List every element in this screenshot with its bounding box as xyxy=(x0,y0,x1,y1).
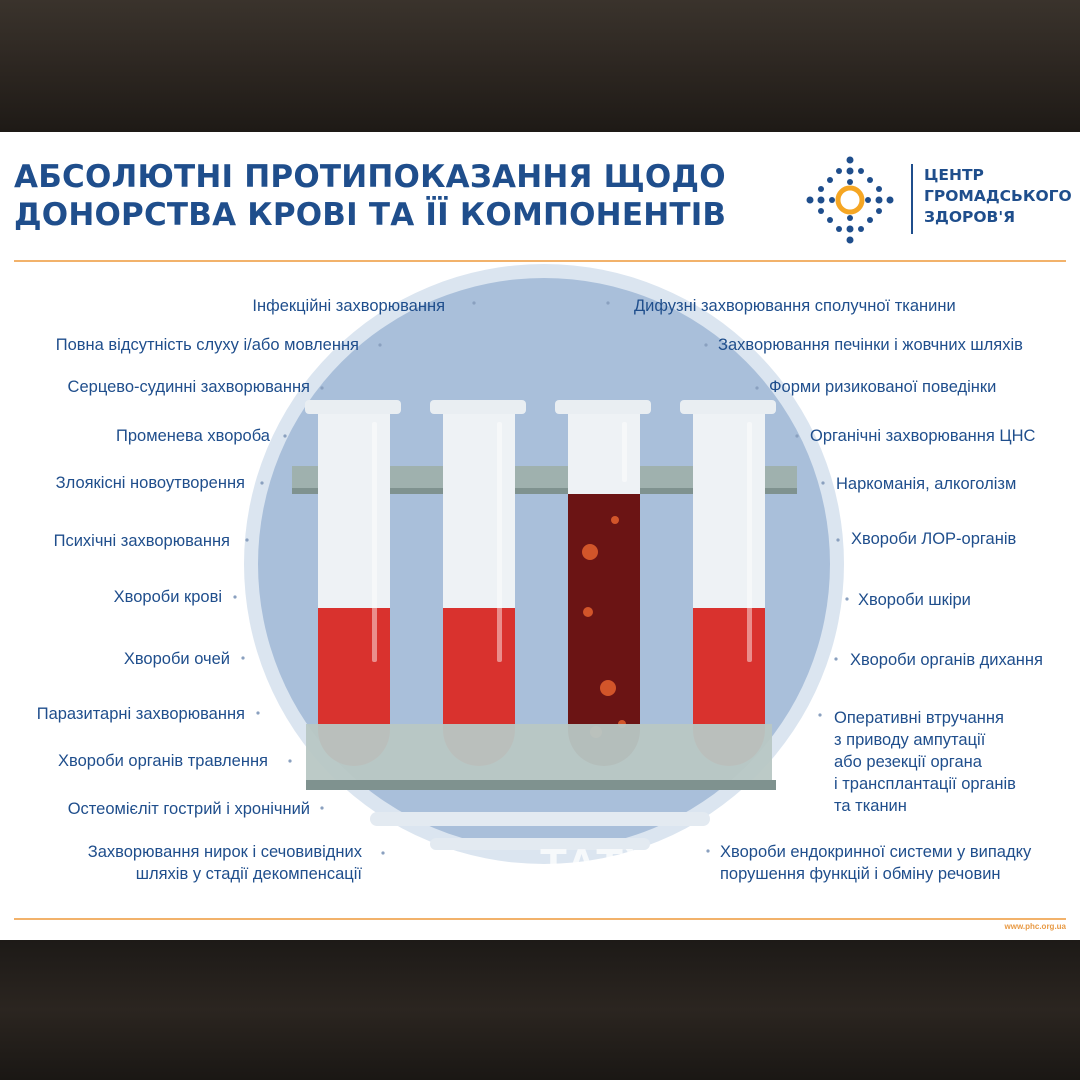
watermark-text: TATY xyxy=(540,840,657,889)
right-item-5: Наркоманія, алкоголізм xyxy=(836,475,1017,493)
right-item-7: Хвороби шкіри xyxy=(858,591,971,609)
test-tube-2 xyxy=(430,400,526,766)
left-item-12: Захворювання нирок і сечовивідних шляхів у стадії декомпенсації xyxy=(87,843,362,883)
background-photo-top xyxy=(0,0,1080,132)
right-item-8: Хвороби органів дихання xyxy=(850,651,1043,669)
bottom-divider-line xyxy=(14,918,1066,920)
test-tube-3-infected xyxy=(555,400,651,766)
test-tube-1 xyxy=(305,400,401,766)
title-line-1: АБСОЛЮТНІ ПРОТИПОКАЗАННЯ ЩОДО xyxy=(14,159,726,195)
left-item-7: Хвороби крові xyxy=(113,588,222,606)
left-item-8: Хвороби очей xyxy=(123,650,230,668)
left-item-5: Злоякісні новоутворення xyxy=(55,474,245,492)
left-item-11: Остеомієліт гострий і хронічний xyxy=(67,800,310,818)
right-item-3: Форми ризикованої поведінки xyxy=(769,378,997,396)
logo-line-1: ЦЕНТР xyxy=(924,166,984,184)
left-item-6: Психічні захворювання xyxy=(53,532,230,550)
title-line-2: ДОНОРСТВА КРОВІ ТА ЇЇ КОМПОНЕНТІВ xyxy=(14,197,727,233)
right-item-2: Захворювання печінки і жовчних шляхів xyxy=(718,336,1023,354)
left-item-2: Повна відсутність слуху і/або мовлення xyxy=(55,336,359,354)
left-item-3: Серцево-судинні захворювання xyxy=(67,378,310,396)
right-item-1: Дифузні захворювання сполучної тканини xyxy=(634,297,956,315)
infographic-card xyxy=(0,132,1080,940)
logo-line-2: ГРОМАДСЬКОГО xyxy=(924,187,1072,205)
right-item-4: Органічні захворювання ЦНС xyxy=(810,427,1036,445)
test-tube-4 xyxy=(680,400,776,766)
right-item-10: Хвороби ендокринної системи у випадку порушення функцій і обміну речовин xyxy=(720,843,1032,883)
left-item-1: Інфекційні захворювання xyxy=(252,297,445,315)
right-item-6: Хвороби ЛОР-органів xyxy=(851,530,1017,548)
left-item-9: Паразитарні захворювання xyxy=(36,705,245,723)
left-item-10: Хвороби органів травлення xyxy=(58,752,268,770)
left-item-4: Променева хвороба xyxy=(116,427,270,445)
right-item-9: Оперативні втручання з приводу ампутації або резекції органа і трансплантації органів та тканин xyxy=(834,709,1016,815)
logo-line-3: ЗДОРОВ'Я xyxy=(924,208,1016,226)
website-link[interactable]: www.phc.org.ua xyxy=(1004,922,1066,931)
background-photo-bottom xyxy=(0,940,1080,1080)
